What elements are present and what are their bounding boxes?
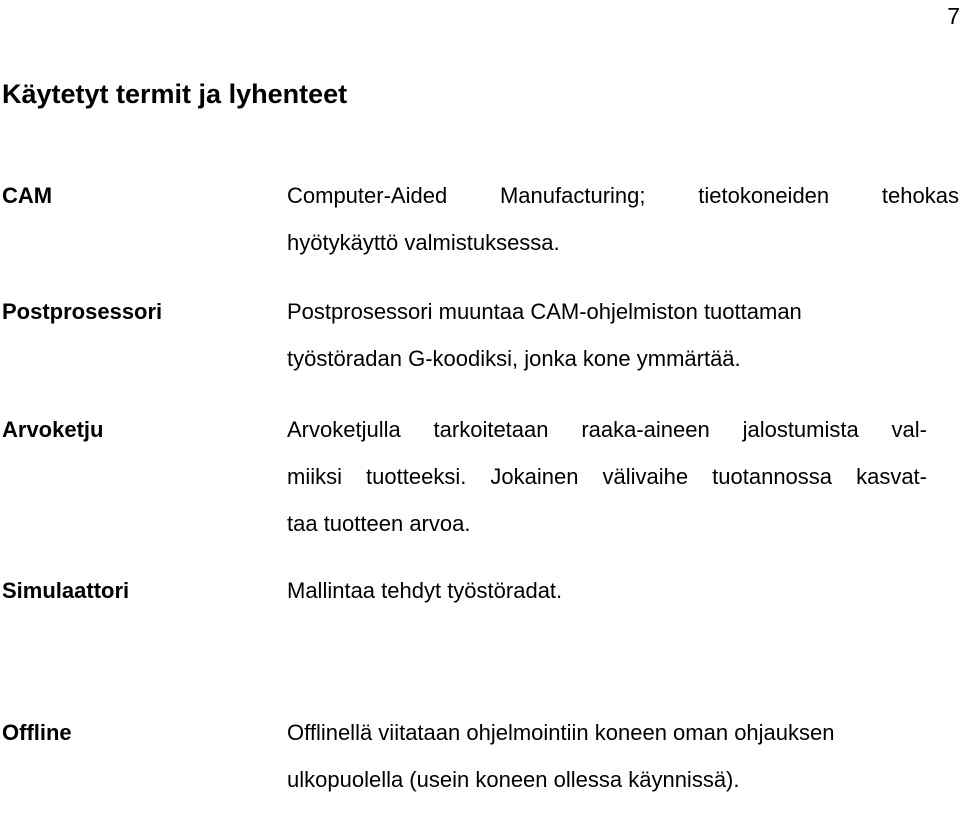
glossary-definition: [287, 417, 959, 558]
definition-line: ulkopuolella (usein koneen ollessa käynnissä).: [287, 767, 740, 792]
glossary-definition: [287, 299, 959, 393]
definition-line: Postprosessori muuntaa CAM-ohjelmiston tuottaman: [287, 299, 802, 324]
definition-line: työstöradan G-koodiksi, jonka kone ymmärtää.: [287, 346, 741, 371]
section-heading: Käytetyt termit ja lyhenteet: [2, 79, 348, 109]
definition-line: taa tuotteen arvoa.: [287, 511, 471, 536]
glossary-definition: [287, 183, 959, 277]
definition-line: hyötykäyttö valmistuksessa.: [287, 230, 560, 255]
glossary-term: Offline: [2, 720, 72, 745]
definition-line: Offlinellä viitataan ohjelmointiin koneen oman ohjauksen: [287, 720, 835, 745]
definition-line: miiksi tuotteeksi. Jokainen välivaihe tuotannossa kasvat-: [287, 464, 927, 489]
definition-line: Computer-Aided Manufacturing; tietokoneiden tehokas: [287, 183, 959, 208]
glossary-definition: [287, 720, 959, 814]
definition-line: Mallintaa tehdyt työstöradat.: [287, 578, 563, 603]
glossary-term: Simulaattori: [2, 578, 130, 603]
glossary-term: Postprosessori: [2, 299, 163, 324]
glossary-definition: [287, 578, 959, 625]
page-number: 7: [947, 3, 960, 29]
definition-line: Arvoketjulla tarkoitetaan raaka-aineen jalostumista val-: [287, 417, 927, 442]
glossary-term: CAM: [2, 183, 53, 208]
glossary-term: Arvoketju: [2, 417, 104, 442]
